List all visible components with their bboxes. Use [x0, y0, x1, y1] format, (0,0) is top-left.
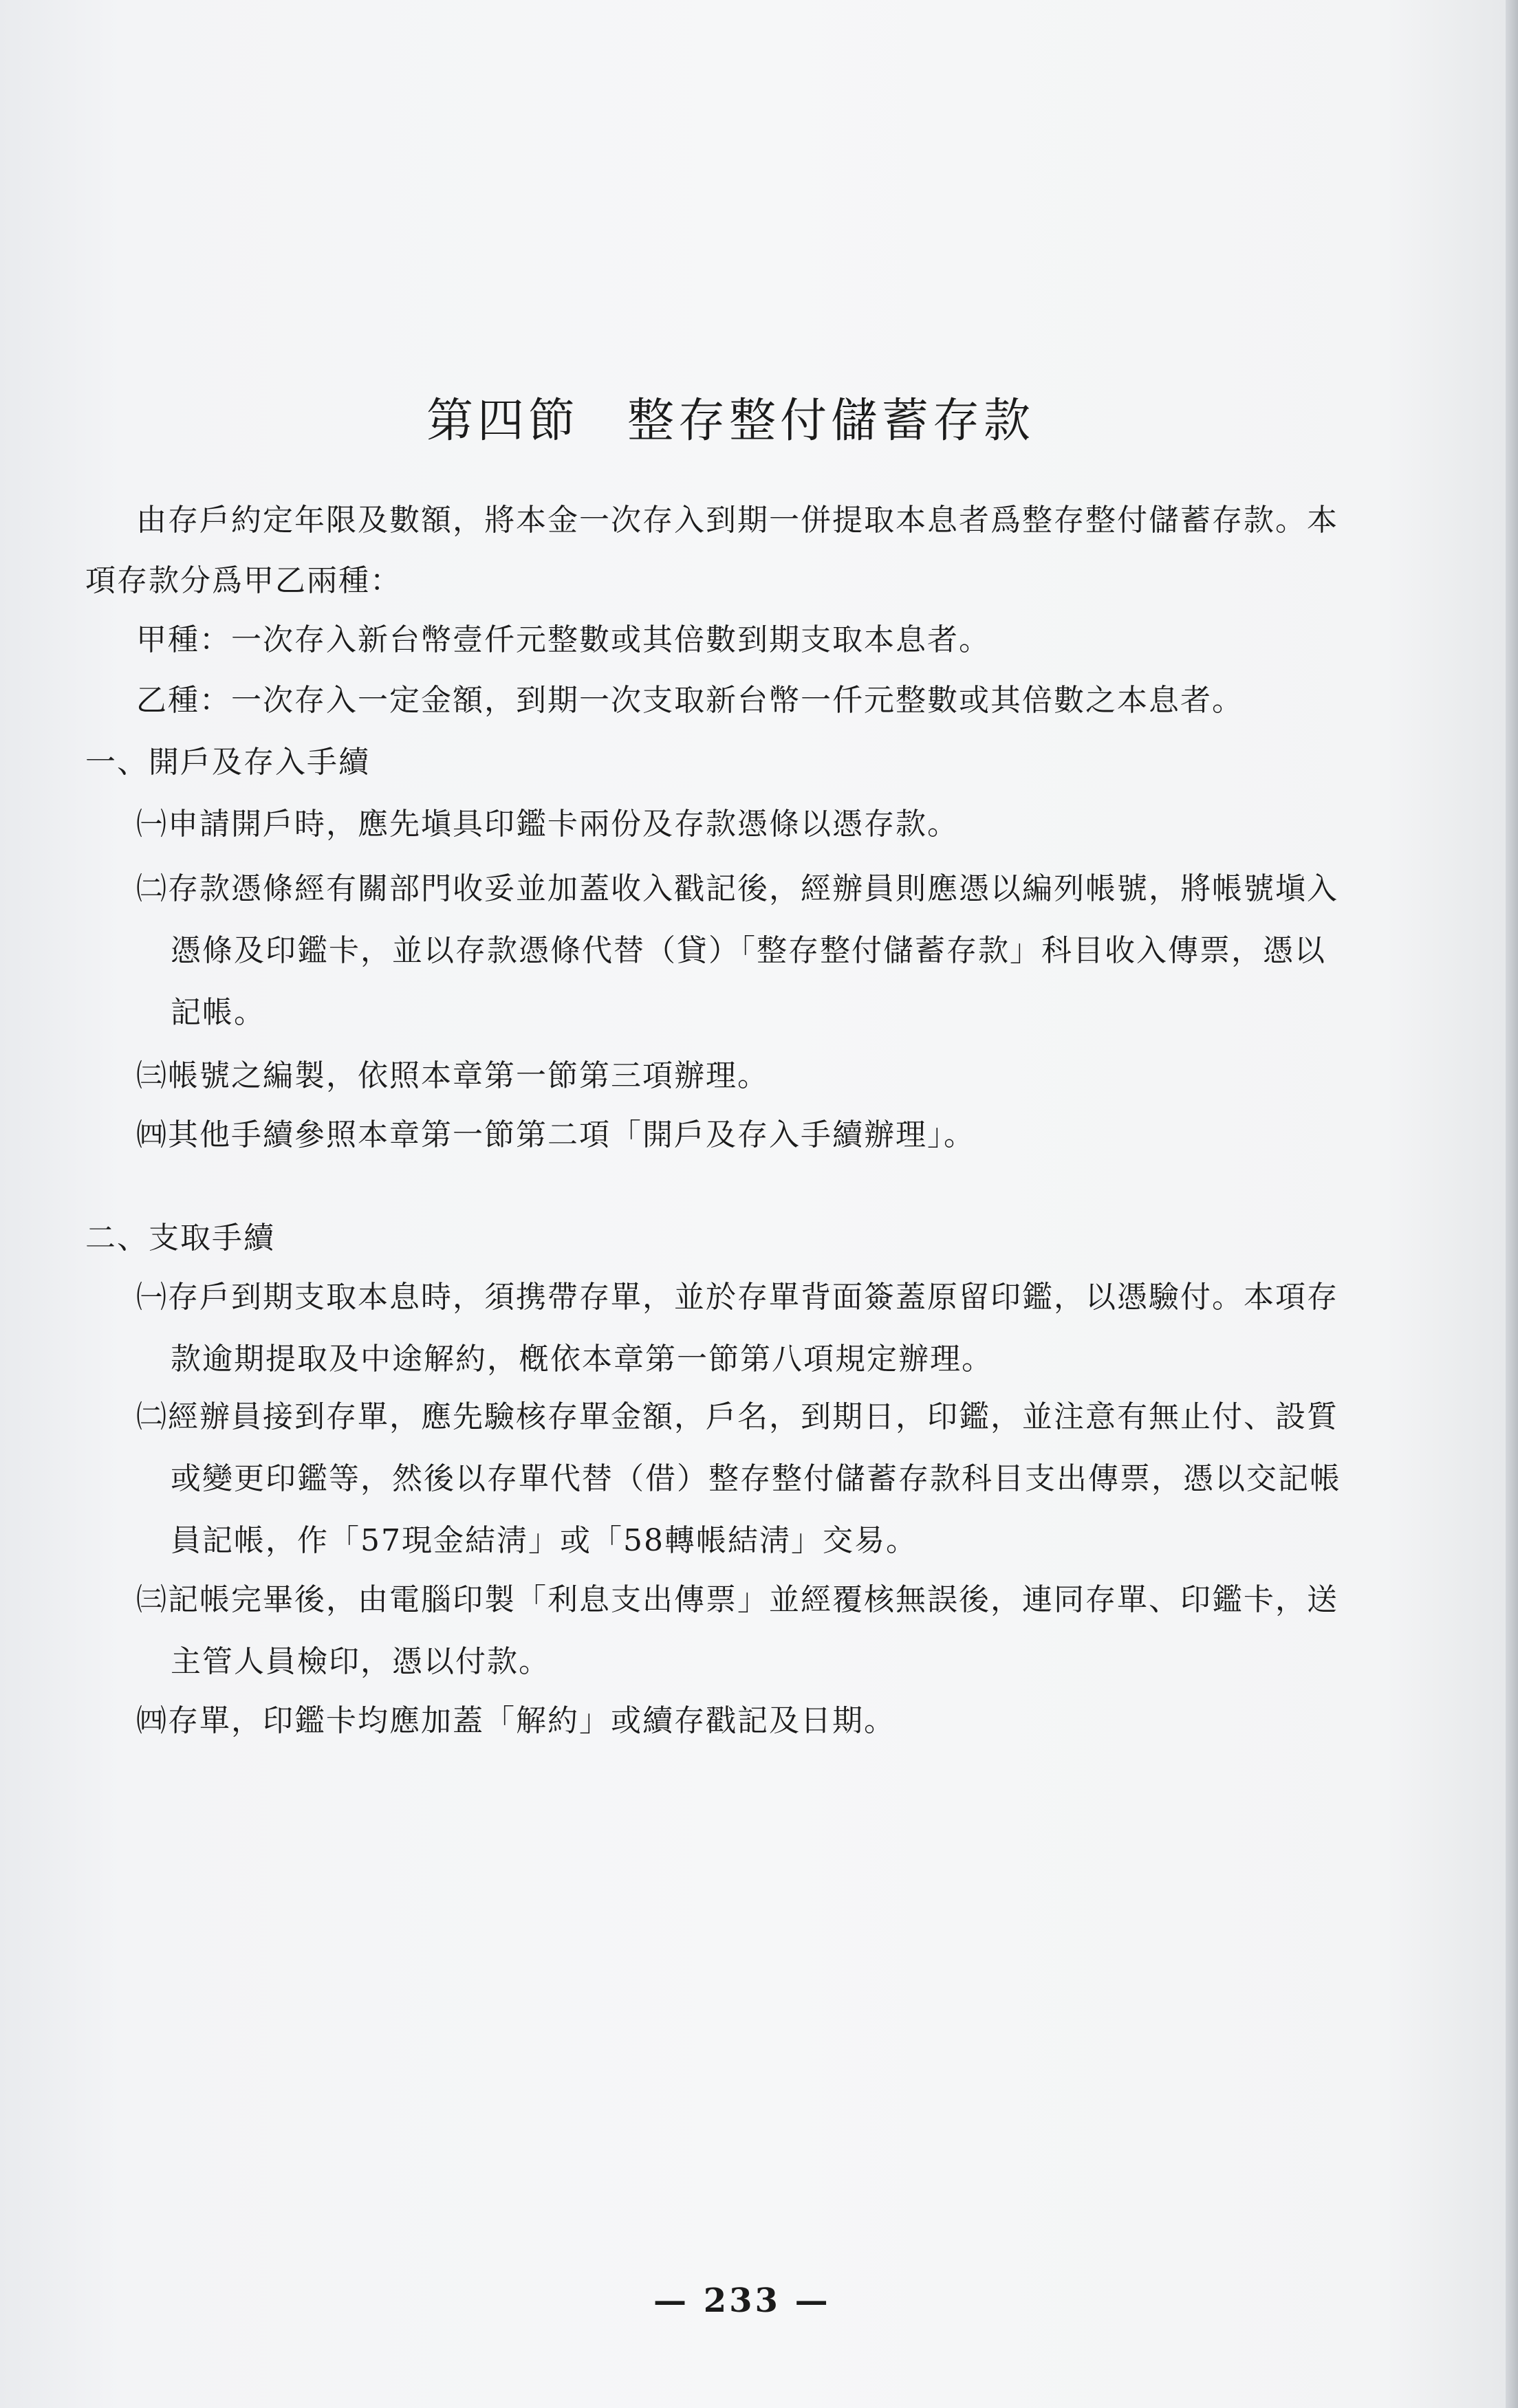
section1-item2-line2: 憑條及印鑑卡，並以存款憑條代替（貸）「整存整付儲蓄存款」科目收入傳票，憑以: [171, 933, 1326, 968]
section-title: [426, 384, 1034, 450]
section-name: 整存整付儲蓄存款: [627, 394, 1035, 448]
section2-item1-line2: 款逾期提取及中途解約，槪依本章第一節第八項規定辦理。: [171, 1342, 993, 1377]
section1-item3: ㈢帳號之編製，依照本章第一節第三項辦理。: [136, 1058, 769, 1093]
section2-item1-line1: ㈠存戶到期支取本息時，須携帶存單，並於存單背面簽蓋原留印鑑，以憑驗付。本項存: [136, 1280, 1338, 1315]
type-yi: 乙種：一次存入一定金額，到期一次支取新台幣一仟元整數或其倍數之本息者。: [136, 683, 1244, 718]
section2-item2-line1: ㈡經辦員接到存單，應先驗核存單金額，戶名，到期日，印鑑，並注意有無止付、設質: [136, 1399, 1338, 1434]
intro-line-1: 由存戶約定年限及數額，將本金一次存入到期一併提取本息者爲整存整付儲蓄存款。本: [136, 503, 1338, 538]
section2-heading: 二、支取手續: [85, 1221, 275, 1256]
section2-item2-line2: 或變更印鑑等，然後以存單代替（借）整存整付儲蓄存款科目支出傳票，憑以交記帳: [171, 1461, 1341, 1496]
section1-item2-line1: ㈡存款憑條經有關部門收妥並加蓋收入戳記後，經辦員則應憑以編列帳號，將帳號塡入: [136, 871, 1338, 906]
section2-item3-line2: 主管人員檢印，憑以付款。: [171, 1644, 550, 1679]
type-jia: 甲種：一次存入新台幣壹仟元整數或其倍數到期支取本息者。: [136, 622, 990, 657]
intro-line-2: 項存款分爲甲乙兩種：: [85, 563, 402, 598]
section2-item3-line1: ㈢記帳完畢後，由電腦印製「利息支出傳票」並經覆核無誤後，連同存單、印鑑卡，送: [136, 1582, 1338, 1617]
section2-item2-line3: 員記帳，作「57現金結淸」或「58轉帳結淸」交易。: [171, 1523, 918, 1558]
section1-item4: ㈣其他手續參照本章第一節第二項「開戶及存入手續辦理」。: [136, 1117, 975, 1152]
page-number: — 233 —: [653, 2281, 831, 2320]
section1-item1: ㈠申請開戶時，應先塡具印鑑卡兩份及存款憑條以憑存款。: [136, 807, 959, 842]
section2-item4: ㈣存單，印鑑卡均應加蓋「解約」或續存戳記及日期。: [136, 1703, 896, 1738]
section1-item2-line3: 記帳。: [171, 995, 265, 1030]
page-edge-shadow: [1506, 0, 1518, 2408]
section1-heading: 一、開戶及存入手續: [85, 745, 370, 780]
section-number: 第四節: [426, 394, 580, 448]
